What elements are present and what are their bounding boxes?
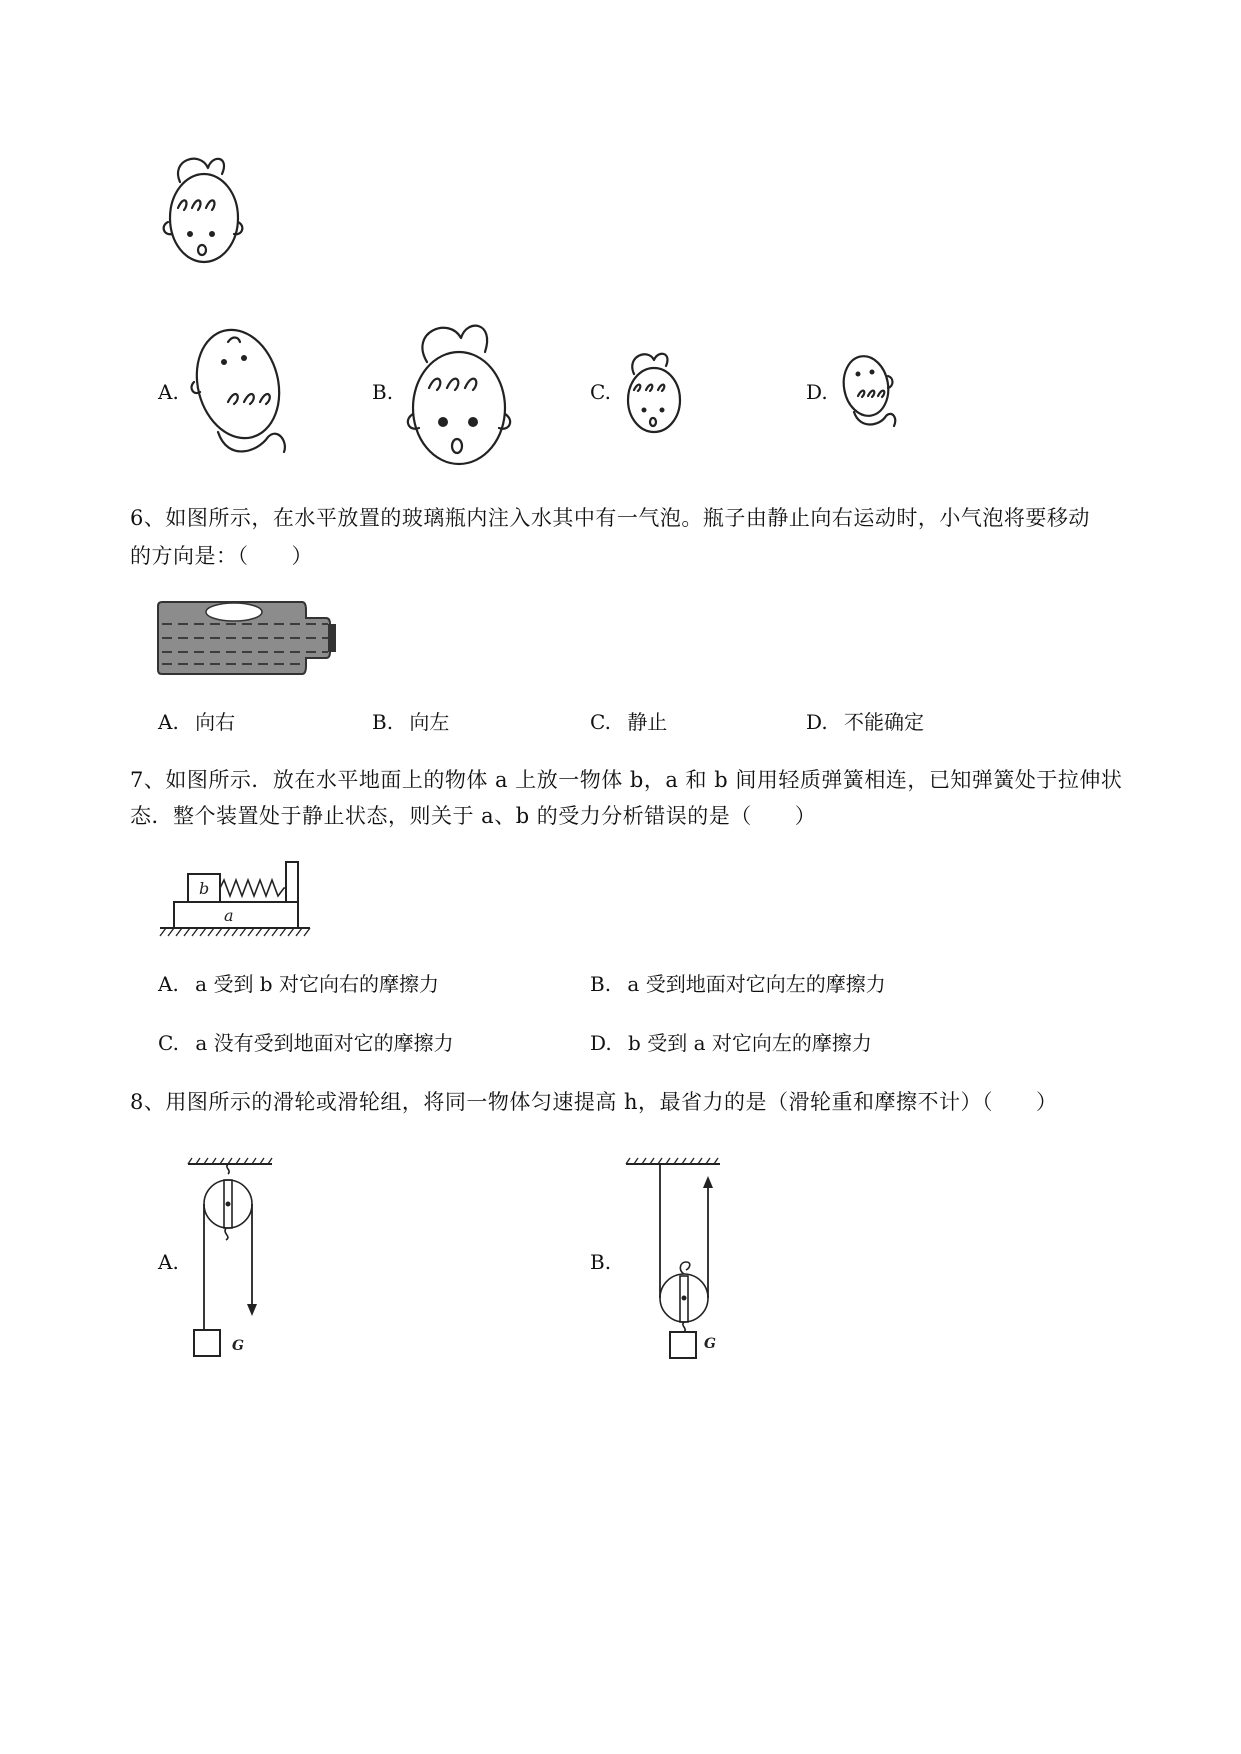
q7-option-d-text: b 受到 a 对它向左的摩擦力	[628, 1031, 872, 1055]
block-b-label: b	[199, 879, 210, 898]
q6-option-d	[806, 710, 924, 734]
q5-option-a-figure	[188, 312, 298, 462]
q7-option-d-letter: D.	[590, 1031, 612, 1055]
q5-reference-face-figure	[160, 150, 250, 270]
block-a-label: a	[224, 906, 234, 925]
spring	[220, 880, 286, 896]
q7-question-line-1: 7、如图所示．放在水平地面上的物体 a 上放一物体 b，a 和 b 间用轻质弹簧相连，已知弹簧处于拉伸状	[130, 768, 1123, 792]
q5-option-d-figure	[836, 346, 906, 436]
weight-label: G	[704, 1336, 716, 1352]
q6-option-c	[590, 710, 667, 734]
q8-option-b-movable-pulley-figure	[624, 1158, 724, 1368]
weight-block	[670, 1332, 696, 1358]
q5-option-b-figure	[405, 318, 515, 468]
q5-option-c-letter: C.	[590, 380, 611, 404]
q6-question-line-2: 的方向是：（ ）	[130, 544, 313, 568]
q6-option-a-letter: A.	[158, 710, 179, 734]
q7-option-b-text: a 受到地面对它向左的摩擦力	[627, 972, 886, 996]
q6-bottle-figure	[158, 600, 342, 676]
q6-option-d-letter: D.	[806, 710, 828, 734]
block-a	[174, 902, 298, 928]
q7-option-a-text: a 受到 b 对它向右的摩擦力	[195, 972, 439, 996]
q7-option-a-letter: A.	[158, 972, 179, 996]
q5-option-d-letter: D.	[806, 380, 828, 404]
q7-option-d	[590, 1031, 872, 1055]
q6-option-c-text: 静止	[627, 710, 668, 734]
q8-option-a-fixed-pulley-figure	[186, 1158, 276, 1368]
q5-option-c-figure	[620, 348, 690, 438]
q7-option-c-letter: C.	[158, 1031, 179, 1055]
weight-label: G	[232, 1338, 244, 1354]
q7-spring-blocks-figure	[158, 858, 314, 942]
air-bubble	[206, 603, 262, 621]
q6-option-c-letter: C.	[590, 710, 611, 734]
wall	[286, 862, 298, 902]
q6-option-a-text: 向右	[195, 710, 236, 734]
q7-question-line-2: 态．整个装置处于静止状态，则关于 a、b 的受力分析错误的是（ ）	[130, 804, 817, 828]
q6-option-a	[158, 710, 235, 734]
q6-option-d-text: 不能确定	[844, 710, 925, 734]
q6-option-b-letter: B.	[372, 710, 394, 734]
q8-question-line-1: 8、用图所示的滑轮或滑轮组，将同一物体匀速提高 h，最省力的是（滑轮重和摩擦不计）（ ）	[130, 1090, 1058, 1114]
q6-option-b-text: 向左	[409, 710, 450, 734]
q8-option-b-letter: B.	[590, 1250, 612, 1274]
q7-option-b-letter: B.	[590, 972, 612, 996]
q7-option-b	[590, 972, 886, 996]
q6-option-b	[372, 710, 449, 734]
q7-option-a	[158, 972, 439, 996]
q5-option-b-letter: B.	[372, 380, 394, 404]
q8-option-a-letter: A.	[158, 1250, 179, 1274]
q6-question-line-1: 6、如图所示，在水平放置的玻璃瓶内注入水其中有一气泡。瓶子由静止向右运动时，小气泡将要移动	[130, 506, 1090, 530]
q5-option-a-letter: A.	[158, 380, 179, 404]
q7-option-c-text: a 没有受到地面对它的摩擦力	[195, 1031, 454, 1055]
q7-option-c	[158, 1031, 454, 1055]
weight-block	[194, 1330, 220, 1356]
